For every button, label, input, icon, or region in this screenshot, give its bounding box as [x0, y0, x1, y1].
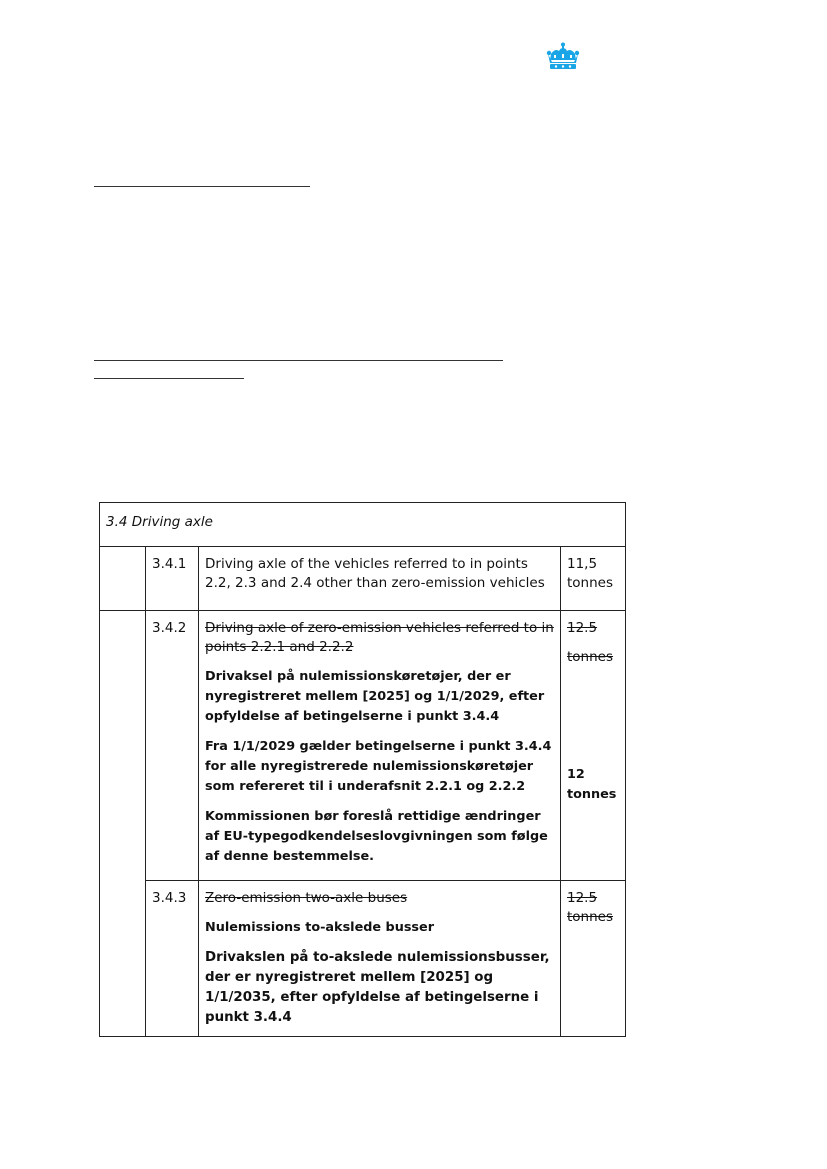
table-row	[100, 547, 626, 611]
deleted-text: Driving axle of zero-emission vehicles referred to in points 2.2.1 and 2.2.2	[205, 620, 554, 655]
inserted-value-unit: tonnes	[567, 787, 617, 802]
blank-line-2	[94, 360, 503, 361]
table-header-row	[100, 503, 626, 547]
table-row	[100, 881, 626, 1037]
inserted-paragraph: Drivaksel på nulemissionskøretøjer, der er nyregistreret mellem [2025] og 1/1/2029, efter opfyldelse af betingelserne i punkt 3.4.4	[205, 669, 545, 724]
row-value	[561, 881, 625, 927]
inserted-paragraph: Kommissionen bør foreslå rettidige ændringer af EU-typegodkendelseslovgivningen som følge af denne bestemmelse.	[205, 809, 548, 864]
row-number: 3.4.3	[152, 890, 187, 906]
value-number: 11,5	[567, 556, 598, 572]
row-description	[199, 611, 560, 875]
row-number: 3.4.1	[152, 556, 187, 572]
inserted-subheading: Nulemissions to-akslede busser	[205, 920, 435, 935]
table-row	[100, 611, 626, 881]
value-unit: tonnes	[567, 575, 614, 591]
row-value	[561, 611, 625, 805]
row-number: 3.4.2	[152, 620, 187, 636]
row-description: Driving axle of the vehicles referred to in points 2.2, 2.3 and 2.4 other than zero-emission vehicles	[205, 556, 545, 591]
deleted-value-unit: tonnes	[567, 909, 614, 925]
crown-icon	[546, 42, 580, 70]
row-value	[561, 547, 625, 593]
blank-line-1	[94, 186, 310, 187]
table-title: 3.4 Driving axle	[106, 514, 213, 530]
deleted-value-unit: tonnes	[567, 649, 614, 665]
deleted-value-number: 12.5	[567, 890, 598, 906]
driving-axle-table	[99, 502, 626, 1037]
inserted-value-number: 12	[567, 767, 585, 782]
deleted-value-number: 12.5	[567, 620, 598, 636]
row-description	[199, 881, 560, 1036]
blank-line-3	[94, 378, 244, 379]
inserted-paragraph: Drivakslen på to-akslede nulemissionsbusser, der er nyregistreret mellem [2025] og 1/1/2035, efter opfyldelse af betingelserne i punkt 3.4.4	[205, 950, 550, 1025]
deleted-text: Zero-emission two-axle buses	[205, 890, 408, 906]
inserted-paragraph: Fra 1/1/2029 gælder betingelserne i punkt 3.4.4 for alle nyregistrerede nulemissionskøretøjer som refereret til i underafsnit 2.2.1 og 2.2.2	[205, 739, 552, 794]
